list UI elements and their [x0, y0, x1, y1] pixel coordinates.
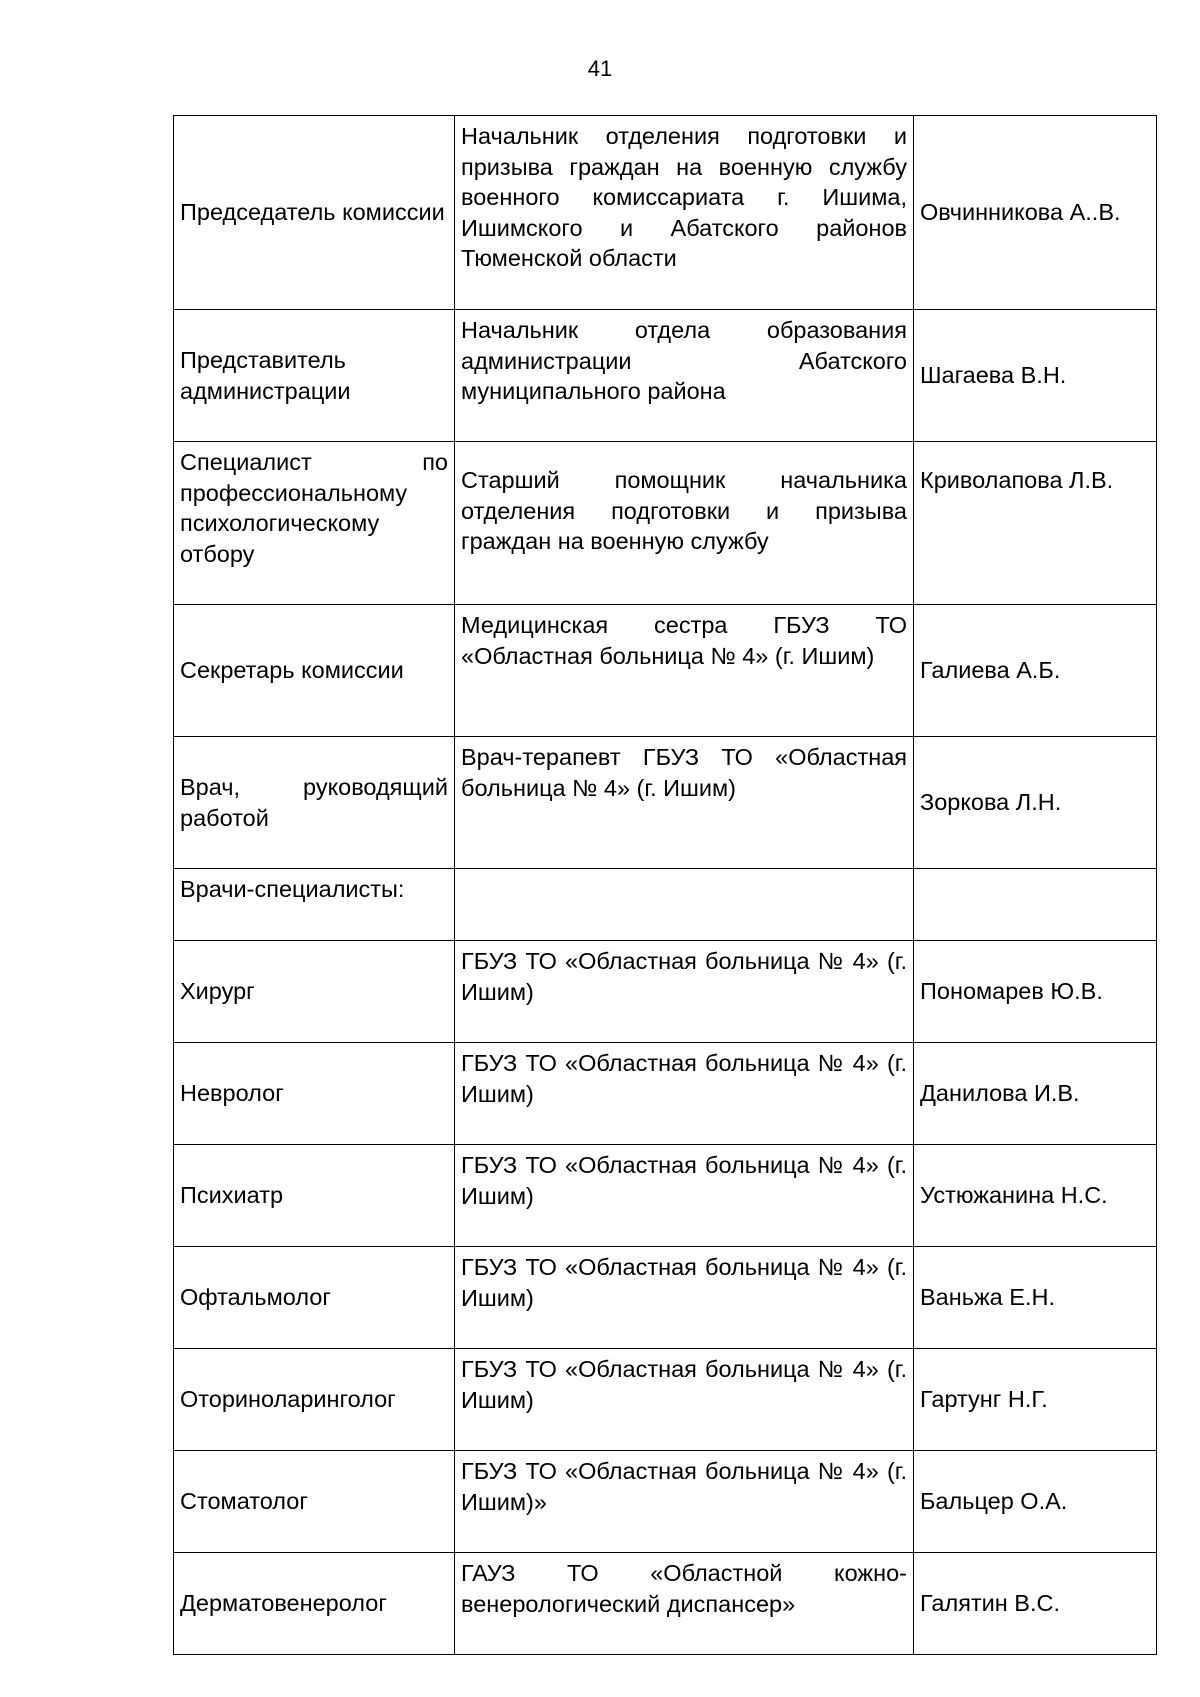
- role-cell: Специалист по профессиональному психологическому отбору: [174, 442, 455, 605]
- role-cell: Председатель комиссии: [174, 116, 455, 310]
- description-cell: ГБУЗ ТО «Областная больница № 4» (г. Ишим): [455, 1247, 914, 1349]
- role-cell: Офтальмолог: [174, 1247, 455, 1349]
- member-name-cell: Криволапова Л.В.: [914, 442, 1157, 605]
- table-row: [174, 1553, 1157, 1655]
- member-name-cell: Овчинникова А..В.: [914, 116, 1157, 310]
- commission-table: [173, 115, 1157, 1655]
- description-cell: ГБУЗ ТО «Областная больница № 4» (г. Ишим): [455, 941, 914, 1043]
- table-row: [174, 737, 1157, 869]
- table-row: [174, 605, 1157, 737]
- table-row: [174, 869, 1157, 941]
- role-cell: Хирург: [174, 941, 455, 1043]
- description-cell: Врач-терапевт ГБУЗ ТО «Областная больница № 4» (г. Ишим): [455, 737, 914, 869]
- role-cell: Представитель администрации: [174, 310, 455, 442]
- table-row: [174, 1145, 1157, 1247]
- member-name-cell: Гартунг Н.Г.: [914, 1349, 1157, 1451]
- role-cell: Врачи-специалисты:: [174, 869, 455, 941]
- member-name-cell: Устюжанина Н.С.: [914, 1145, 1157, 1247]
- description-cell: [455, 869, 914, 941]
- member-name-cell: Галятин В.С.: [914, 1553, 1157, 1655]
- description-cell: ГАУЗ ТО «Областной кожно-венерологический диспансер»: [455, 1553, 914, 1655]
- member-name-cell: Данилова И.В.: [914, 1043, 1157, 1145]
- description-cell: Начальник отделения подготовки и призыва граждан на военную службу военного комиссариата г. Ишима, Ишимского и Абатского районов Тюменской области: [455, 116, 914, 310]
- role-cell: Оториноларинголог: [174, 1349, 455, 1451]
- role-cell: Врач, руководящий работой: [174, 737, 455, 869]
- table-row: [174, 116, 1157, 310]
- role-cell: Невролог: [174, 1043, 455, 1145]
- table-row: [174, 442, 1157, 605]
- description-cell: ГБУЗ ТО «Областная больница № 4» (г. Ишим): [455, 1349, 914, 1451]
- member-name-cell: [914, 869, 1157, 941]
- description-cell: ГБУЗ ТО «Областная больница № 4» (г. Ишим): [455, 1043, 914, 1145]
- member-name-cell: Шагаева В.Н.: [914, 310, 1157, 442]
- member-name-cell: Пономарев Ю.В.: [914, 941, 1157, 1043]
- description-cell: Старший помощник начальника отделения подготовки и призыва граждан на военную службу: [455, 442, 914, 605]
- table-row: [174, 1043, 1157, 1145]
- description-cell: ГБУЗ ТО «Областная больница № 4» (г. Ишим): [455, 1145, 914, 1247]
- member-name-cell: Ваньжа Е.Н.: [914, 1247, 1157, 1349]
- description-cell: Начальник отдела образования администрации Абатского муниципального района: [455, 310, 914, 442]
- role-cell: Секретарь комиссии: [174, 605, 455, 737]
- table-row: [174, 310, 1157, 442]
- description-cell: ГБУЗ ТО «Областная больница № 4» (г. Ишим)»: [455, 1451, 914, 1553]
- table-row: [174, 941, 1157, 1043]
- role-cell: Психиатр: [174, 1145, 455, 1247]
- table-row: [174, 1451, 1157, 1553]
- member-name-cell: Зоркова Л.Н.: [914, 737, 1157, 869]
- description-cell: Медицинская сестра ГБУЗ ТО «Областная больница № 4» (г. Ишим): [455, 605, 914, 737]
- table-row: [174, 1349, 1157, 1451]
- member-name-cell: Галиева А.Б.: [914, 605, 1157, 737]
- role-cell: Стоматолог: [174, 1451, 455, 1553]
- table-row: [174, 1247, 1157, 1349]
- role-cell: Дерматовенеролог: [174, 1553, 455, 1655]
- member-name-cell: Бальцер О.А.: [914, 1451, 1157, 1553]
- page-number: 41: [587, 56, 613, 81]
